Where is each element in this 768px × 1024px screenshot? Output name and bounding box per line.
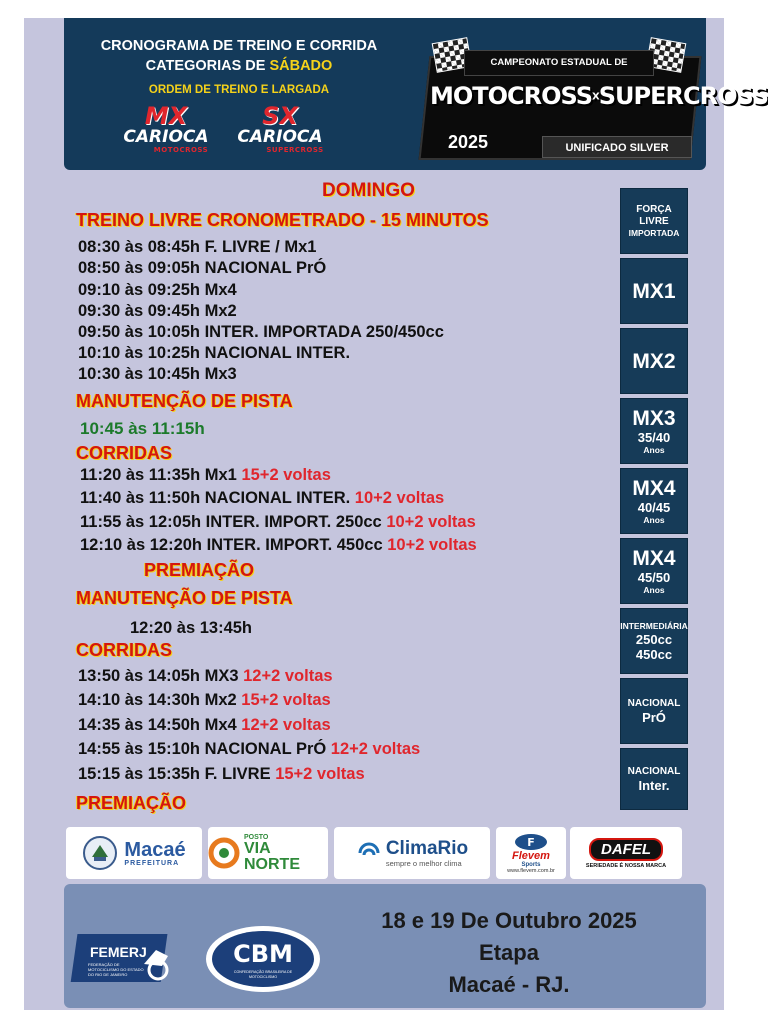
category-forca-livre: FORÇA LIVRE IMPORTADA bbox=[620, 188, 688, 254]
category-mx4-40-45: MX4 40/45 Anos bbox=[620, 468, 688, 534]
maintenance-time: 10:45 às 11:15h bbox=[80, 419, 205, 438]
sponsor-climario: ClimaRio sempre o melhor clima bbox=[334, 827, 490, 879]
maintenance-heading: MANUTENÇÃO DE PISTA bbox=[76, 391, 293, 411]
category-intermediaria: INTERMEDIÁRIA 250cc 450cc bbox=[620, 608, 688, 674]
title-day-highlight: SÁBADO bbox=[269, 58, 333, 74]
category-mx2: MX2 bbox=[620, 328, 688, 394]
championship-top-text: CAMPEONATO ESTADUAL DE bbox=[464, 50, 654, 76]
header-banner bbox=[64, 18, 768, 170]
race-row: 12:10 às 12:20h INTER. IMPORT. 450cc 10+2 voltas bbox=[80, 536, 477, 554]
sponsor-macae: Macaé PREFEITURA bbox=[66, 827, 202, 879]
sponsor-flevem: F Flevem Sports www.flevem.com.br bbox=[496, 827, 566, 879]
event-location: Macaé - RJ. bbox=[448, 972, 570, 997]
practice-row: 10:30 às 10:45h Mx3 bbox=[78, 365, 237, 383]
sponsor-dafel: DAFEL SERIEDADE É NOSSA MARCA bbox=[570, 827, 682, 879]
cbm-logo: CBM CONFEDERAÇÃO BRASILEIRA DE MOTOCICLISMO bbox=[204, 924, 322, 994]
day-heading: DOMINGO bbox=[322, 180, 415, 201]
category-mx1: MX1 bbox=[620, 258, 688, 324]
event-dates: 18 e 19 De Outubro 2025 bbox=[381, 908, 637, 933]
race-row: 11:20 às 11:35h Mx1 15+2 voltas bbox=[80, 466, 331, 484]
poster bbox=[24, 18, 768, 1010]
race-row: 15:15 às 15:35h F. LIVRE 15+2 voltas bbox=[78, 765, 365, 783]
practice-row: 09:50 às 10:05h INTER. IMPORTADA 250/450cc bbox=[78, 323, 444, 341]
awards-heading: PREMIAÇÃO bbox=[76, 793, 187, 813]
maintenance-heading: MANUTENÇÃO DE PISTA bbox=[76, 588, 293, 608]
race-row: 11:40 às 11:50h NACIONAL INTER. 10+2 voltas bbox=[80, 489, 445, 507]
race-row: 14:55 às 15:10h NACIONAL PrÓ 12+2 voltas bbox=[78, 740, 421, 758]
climario-logo-icon bbox=[356, 840, 382, 866]
mx-carioca-logo: MX CARIOCA MOTOCROSS bbox=[123, 102, 209, 154]
category-mx4-45-50: MX4 45/50 Anos bbox=[620, 538, 688, 604]
flevem-logo-icon bbox=[514, 833, 548, 851]
race-row: 13:50 às 14:05h MX3 12+2 voltas bbox=[78, 667, 333, 685]
sponsor-via-norte: POSTO VIA NORTE bbox=[208, 827, 328, 879]
race-row: 14:10 às 14:30h Mx2 15+2 voltas bbox=[78, 691, 331, 709]
svg-text:F: F bbox=[527, 835, 535, 849]
race-row: 14:35 às 14:50h Mx4 12+2 voltas bbox=[78, 716, 331, 734]
maintenance-time: 12:20 às 13:45h bbox=[130, 619, 253, 637]
championship-year: 2025 bbox=[448, 132, 489, 152]
footer-banner bbox=[64, 884, 706, 1008]
category-nacional-inter: NACIONAL Inter. bbox=[620, 748, 688, 810]
sx-carioca-logo: SX CARIOCA SUPERCROSS bbox=[237, 102, 324, 154]
practice-heading: TREINO LIVRE CRONOMETRADO - 15 MINUTOS bbox=[76, 210, 489, 230]
practice-row: 09:10 às 09:25h Mx4 bbox=[78, 281, 237, 299]
event-stage: Etapa bbox=[479, 940, 539, 965]
races-heading: CORRIDAS bbox=[76, 640, 173, 660]
practice-row: 08:50 às 09:05h NACIONAL PrÓ bbox=[78, 259, 327, 277]
championship-name: MOTOCROSSXSUPERCROSS bbox=[430, 82, 768, 110]
practice-row: 09:30 às 09:45h Mx2 bbox=[78, 302, 237, 320]
practice-row: 10:10 às 10:25h NACIONAL INTER. bbox=[78, 344, 351, 362]
awards-heading: PREMIAÇÃO bbox=[144, 560, 255, 580]
schedule-title bbox=[64, 36, 414, 76]
race-row: 11:55 às 12:05h INTER. IMPORT. 250cc 10+2 voltas bbox=[80, 513, 476, 531]
via-norte-logo-icon bbox=[208, 837, 240, 869]
championship-logo bbox=[424, 30, 768, 162]
races-heading: CORRIDAS bbox=[76, 443, 173, 463]
category-nacional-pro: NACIONAL PrÓ bbox=[620, 678, 688, 744]
title-line-2: CATEGORIAS DE SÁBADO bbox=[145, 58, 333, 74]
practice-row: 08:30 às 08:45h F. LIVRE / Mx1 bbox=[78, 238, 317, 256]
championship-edition: UNIFICADO SILVER bbox=[542, 136, 692, 158]
title-line-1: CRONOGRAMA DE TREINO E CORRIDA bbox=[100, 38, 378, 54]
category-mx3: MX3 35/40 Anos bbox=[620, 398, 688, 464]
macae-crest-icon bbox=[82, 835, 118, 871]
schedule-subtitle: ORDEM DE TREINO E LARGADA bbox=[148, 84, 330, 96]
femerj-logo: FEMERJ FEDERAÇÃO DE MOTOCICLISMO DO ESTADO DO RIO DE JANEIRO bbox=[78, 930, 180, 986]
